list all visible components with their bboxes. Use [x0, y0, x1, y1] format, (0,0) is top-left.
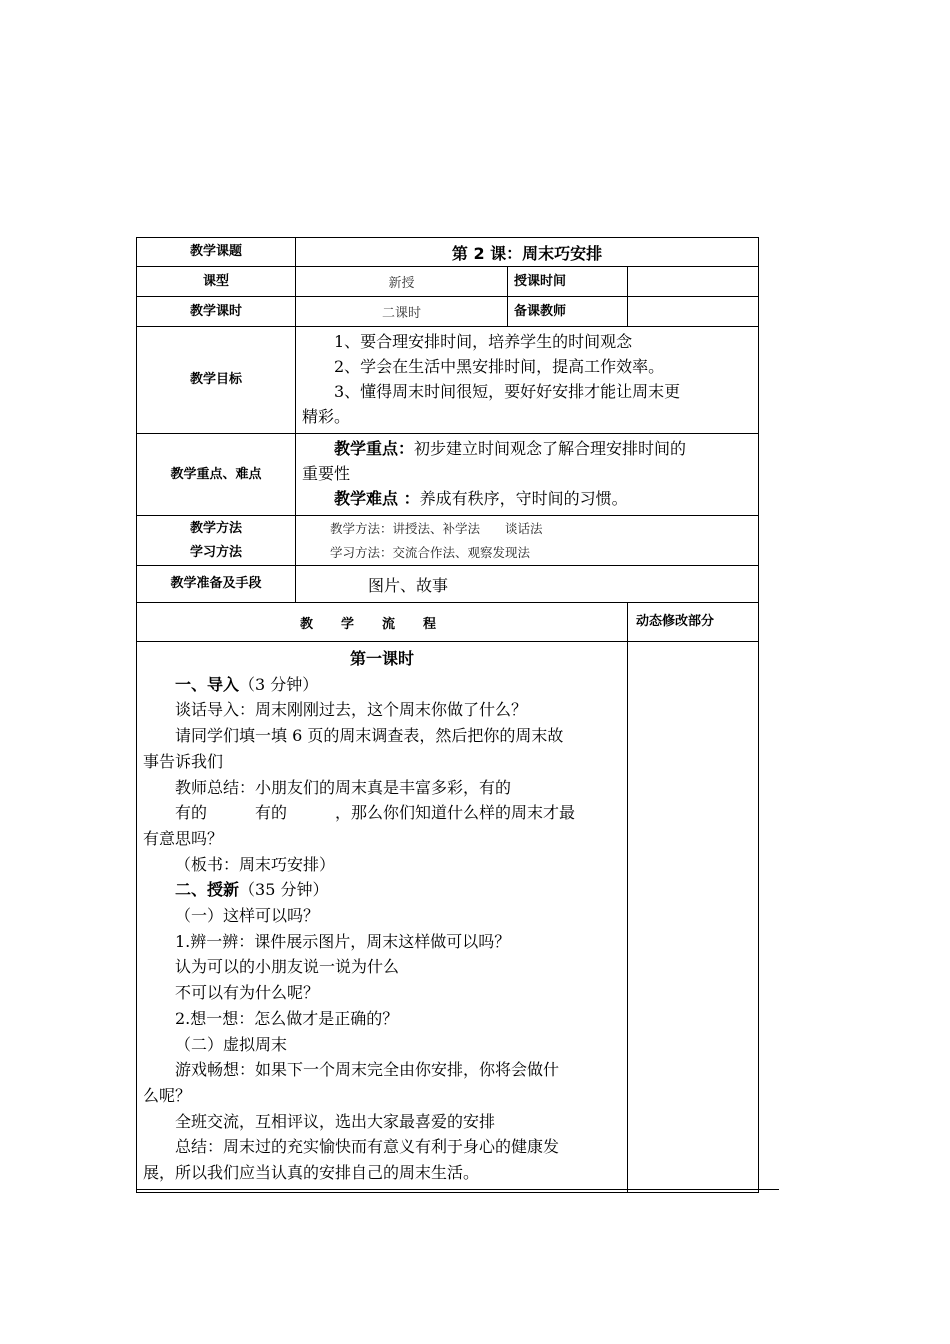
key-text-cont: 重要性: [302, 464, 351, 483]
flow-line: 有意思吗？: [143, 828, 224, 848]
section-1-head: 一、导入: [175, 674, 240, 694]
flow-content: [137, 642, 628, 1193]
flow-line: （板书：周末巧安排）: [175, 854, 336, 874]
flow-line: 有的 有的 ，那么你们知道什么样的周末才最: [175, 803, 576, 823]
flow-line: 事告诉我们: [143, 751, 224, 771]
type-label: 课型: [137, 267, 296, 297]
method-content: [296, 516, 759, 566]
diff-head: 教学难点 ：: [334, 489, 420, 508]
flow-header-row: [137, 603, 759, 642]
flow-line: 总结：周末过的充实愉快而有意义有利于身心的健康发: [175, 1137, 560, 1157]
method-row: [137, 516, 759, 566]
hours-row: [137, 297, 759, 327]
lesson-plan-table: [136, 237, 759, 1193]
keypoints-label: 教学重点、难点: [137, 434, 296, 516]
flow-line: 展，所以我们应当认真的安排自己的周末生活。: [143, 1163, 480, 1183]
table-bottom-rule: [136, 1189, 779, 1190]
flow-line: 请同学们填一填 6 页的周末调查表，然后把你的周末故: [175, 726, 564, 746]
hours-label: 教学课时: [137, 297, 296, 327]
flow-line: 么呢？: [143, 1085, 192, 1105]
revision-column: [628, 642, 759, 1193]
flow-line: 全班交流，互相评议，选出大家最喜爱的安排: [175, 1111, 496, 1131]
flow-line: （二）虚拟周末: [175, 1034, 288, 1054]
flow-line: 认为可以的小朋友说一说为什么: [175, 957, 400, 977]
flow-body-row: [137, 642, 759, 1193]
keypoints-content: [296, 434, 759, 516]
section-1-time: （3 分钟）: [239, 674, 319, 694]
goals-label: 教学目标: [137, 327, 296, 434]
topic-row: [137, 238, 759, 267]
hours-value: 二课时: [296, 297, 508, 327]
flow-line: 谈话导入：周末刚刚过去，这个周末你做了什么？: [175, 700, 528, 720]
flow-line: 1.辨一辨：课件展示图片，周末这样做可以吗？: [175, 931, 511, 951]
teacher-label: 备课教师: [508, 297, 628, 327]
key-text: 初步建立时间观念了解合理安排时间的: [414, 439, 687, 458]
type-value: 新授: [296, 267, 508, 297]
goal-3: 3、懂得周末时间很短，要好好安排才能让周末更: [334, 382, 681, 401]
flow-line: 不可以有为什么呢？: [175, 983, 320, 1003]
topic-value: 第 2 课：周末巧安排: [296, 238, 759, 267]
flow-line: 教师总结：小朋友们的周末真是丰富多彩，有的: [175, 777, 512, 797]
lesson-plan-sheet: [136, 237, 758, 1193]
teach-method-label: 教学方法: [189, 520, 242, 536]
side-header: 动态修改部分: [628, 603, 759, 642]
time-value: [628, 267, 759, 297]
method-labels: [137, 516, 296, 566]
learn-method-label: 学习方法: [189, 544, 242, 560]
prep-value: 图片、故事: [296, 566, 759, 603]
diff-text: 养成有秩序，守时间的习惯。: [419, 489, 628, 508]
goal-1: 1、要合理安排时间，培养学生的时间观念: [334, 332, 633, 351]
teacher-value: [628, 297, 759, 327]
prep-label: 教学准备及手段: [137, 566, 296, 603]
key-head: 教学重点：: [334, 439, 415, 458]
section-2-time: （35 分钟）: [239, 880, 329, 900]
flow-line: 2.想一想：怎么做才是正确的？: [175, 1008, 399, 1028]
teach-method: 教学方法：讲授法、补学法 谈话法: [330, 520, 543, 536]
learn-method: 学习方法：交流合作法、观察发现法: [330, 544, 531, 560]
section-2-head: 二、授新: [175, 880, 240, 900]
flow-header: 教学流程: [137, 603, 628, 642]
goal-2: 2、学会在生活中黑安排时间，提高工作效率。: [334, 357, 665, 376]
topic-label: 教学课题: [137, 238, 296, 267]
keypoints-row: [137, 434, 759, 516]
flow-line: 游戏畅想：如果下一个周末完全由你安排，你将会做什: [175, 1060, 560, 1080]
time-label: 授课时间: [508, 267, 628, 297]
goals-row: [137, 327, 759, 434]
type-row: [137, 267, 759, 297]
prep-row: [137, 566, 759, 603]
goals-content: [296, 327, 759, 434]
flow-line: （一）这样可以吗？: [175, 906, 320, 926]
goal-3-cont: 精彩。: [302, 407, 351, 426]
lesson-title: 第一课时: [349, 649, 414, 668]
